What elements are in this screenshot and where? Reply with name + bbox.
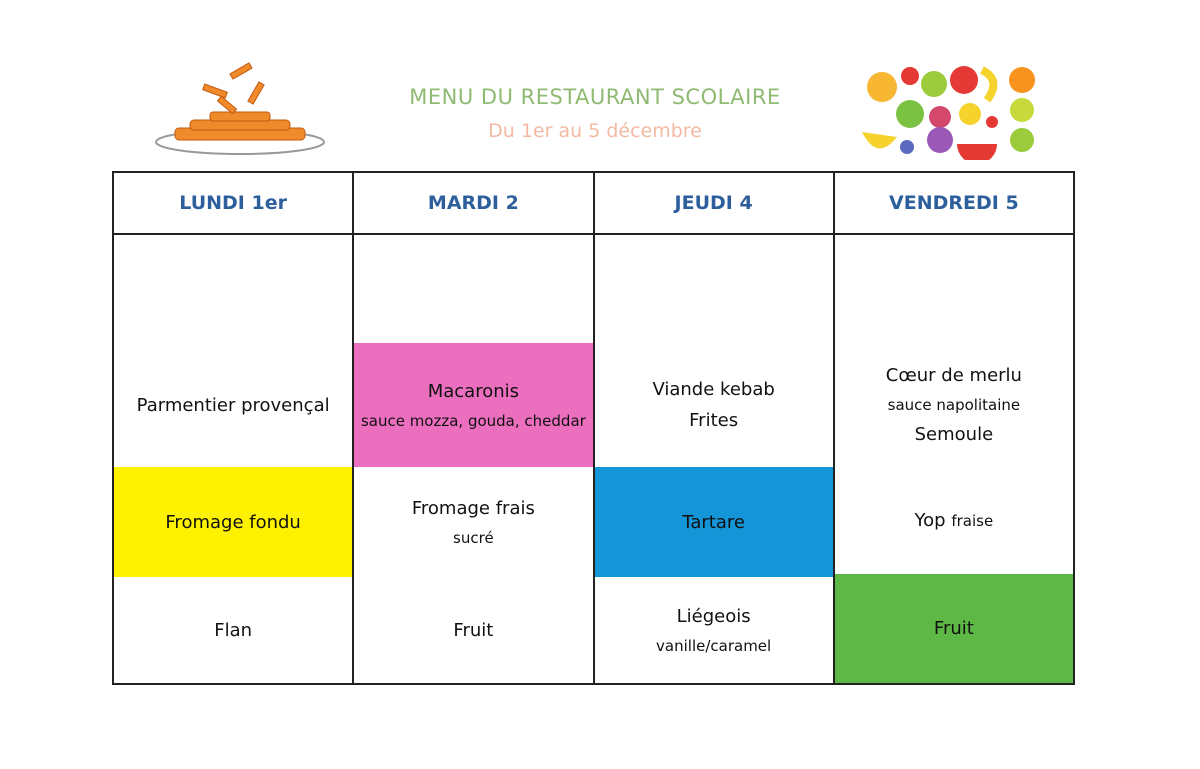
- cheese-detail: fraise: [951, 512, 994, 530]
- dessert-cell: [595, 577, 833, 683]
- day-header: MARDI 2: [354, 173, 592, 235]
- main-dish: Macaronis: [427, 380, 520, 402]
- fries-illustration: [155, 62, 330, 161]
- main-dish: Viande kebab: [652, 379, 775, 400]
- cheese-cell: [354, 467, 592, 577]
- menu-date-range: Du 1er au 5 décembre: [488, 120, 702, 142]
- main-side: Semoule: [914, 424, 994, 445]
- day-column-lundi: [114, 173, 354, 683]
- main-dish-cell: [595, 343, 833, 467]
- main-dish: Cœur de merlu: [885, 365, 1022, 386]
- cheese-cell: [595, 467, 833, 577]
- day-column-jeudi: [595, 173, 835, 683]
- menu-table: [112, 171, 1075, 685]
- main-dish: Parmentier provençal: [136, 394, 330, 416]
- dessert-cell: [114, 577, 352, 683]
- cheese: Tartare: [682, 511, 745, 533]
- cheese-cell: [114, 467, 352, 577]
- cheese: Fromage fondu: [165, 511, 301, 533]
- day-column-mardi: [354, 173, 594, 683]
- cheese: Yop: [914, 510, 946, 531]
- cheese: Fromage frais: [411, 497, 535, 519]
- dessert: Liégeois: [676, 605, 751, 627]
- dessert-cell: [354, 577, 592, 683]
- main-dish-cell: [354, 343, 592, 467]
- main-dish-detail: sauce mozza, gouda, cheddar: [360, 411, 586, 430]
- dessert-cell: [835, 574, 1073, 683]
- dessert: Fruit: [453, 619, 494, 641]
- day-header: JEUDI 4: [595, 173, 833, 235]
- menu-title: MENU DU RESTAURANT SCOLAIRE: [409, 85, 781, 109]
- day-header: VENDREDI 5: [835, 173, 1073, 235]
- day-header: LUNDI 1er: [114, 173, 352, 235]
- main-dish-cell: [114, 343, 352, 467]
- cheese-cell: [835, 467, 1073, 574]
- main-dish-detail: sauce napolitaine: [887, 396, 1021, 414]
- dessert: Fruit: [933, 618, 974, 639]
- main-dish-cell: [835, 343, 1073, 467]
- cheese-detail: sucré: [453, 528, 494, 547]
- day-column-vendredi: [835, 173, 1073, 683]
- main-side: Frites: [689, 410, 739, 431]
- dessert-detail: vanille/caramel: [656, 636, 772, 655]
- dessert: Flan: [214, 619, 253, 641]
- fruits-illustration: [862, 62, 1042, 164]
